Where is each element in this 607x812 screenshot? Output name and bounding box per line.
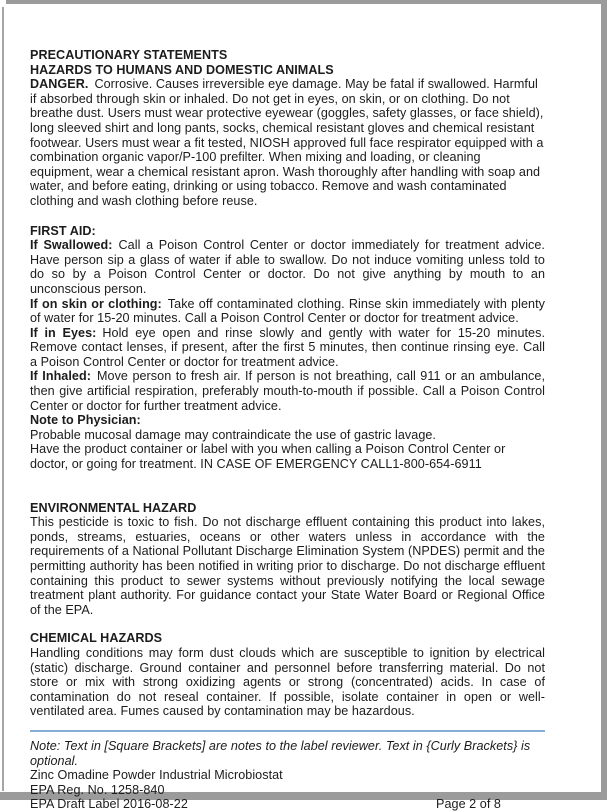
- product-name-line: Zinc Omadine Powder Industrial Microbiostat: [30, 768, 283, 783]
- chemical-hazards-heading: CHEMICAL HAZARDS: [30, 631, 163, 646]
- note-to-physician-heading: Note to Physician:: [30, 413, 141, 428]
- first-aid-item-inhaled-text: Move person to fresh air. If person is not breathing, call 911 or an ambulance, then give artificial respiration, preferably mouth-to-mouth if possible. Call a Poison Control Center or doctor for further treatment advice.: [30, 369, 545, 413]
- first-aid-item-skin: [30, 297, 545, 326]
- danger-signal-word: DANGER.: [30, 77, 89, 92]
- first-aid-item-eyes: [30, 326, 545, 370]
- footer-divider: [30, 730, 545, 732]
- danger-paragraph: [30, 77, 545, 208]
- chemical-hazards-paragraph: Handling conditions may form dust clouds which are susceptible to ignition by electrical (static) discharge. Ground container and personnel before transferring material. Do not store or mix with strong oxidizing agents or strong (concentrated) acids. In case of contamination do not reseal container. If possible, isolate container in open or well-ventilated area. Fumes caused by contamination may be hazardous.: [30, 645, 545, 719]
- epa-draft-label-line: EPA Draft Label 2016-08-22: [30, 797, 188, 812]
- first-aid-item-swallowed: [30, 238, 545, 296]
- emergency-paragraph: Have the product container or label with you when calling a Poison Control Center or doctor, or going for treatment. IN CASE OF EMERGENCY CALL1-800-654-6911: [30, 442, 506, 472]
- page-edge-left-line: [2, 7, 4, 791]
- first-aid-item-eyes-text: Hold eye open and rinse slowly and gently with water for 15-20 minutes. Remove contact lenses, if present, after the first 5 minutes, then continue rinsing eye. Call a Poison Control Center or doctor for treatment advice.: [30, 325, 545, 369]
- first-aid-item-skin-text: Take off contaminated clothing. Rinse skin immediately with plenty of water for 15-20 minutes. Call a Poison Control Center or doctor for treatment advice.: [30, 296, 545, 326]
- page-edge-top: [6, 0, 607, 4]
- epa-reg-no-line: EPA Reg. No. 1258-840: [30, 782, 165, 797]
- environmental-hazard-heading: ENVIRONMENTAL HAZARD: [30, 500, 197, 515]
- first-aid-item-eyes-lead: If in Eyes:: [30, 325, 97, 340]
- first-aid-item-inhaled-lead: If Inhaled:: [30, 369, 91, 384]
- note-to-physician-text: Probable mucosal damage may contraindicate the use of gastric lavage.: [30, 427, 436, 442]
- first-aid-item-skin-lead: If on skin or clothing:: [30, 296, 162, 311]
- first-aid-heading: FIRST AID:: [30, 223, 96, 238]
- page-number: Page 2 of 8: [436, 797, 501, 812]
- first-aid-item-swallowed-text: Call a Poison Control Center or doctor immediately for treatment advice. Have person sip a glass of water if able to swallow. Do not induce vomiting unless told to do so by a Poison Control Center or doctor. Do not give anything by mouth to an unconscious person.: [30, 238, 545, 296]
- hazards-humans-animals-heading: HAZARDS TO HUMANS AND DOMESTIC ANIMALS: [30, 62, 334, 77]
- page-edge-right: [601, 0, 607, 800]
- danger-text: Corrosive. Causes irreversible eye damage. May be fatal if swallowed. Harmful if absorbed through skin or inhaled. Do not get in eyes, on skin, or on clothing. Do not breathe dust. Users must wear protective eyewear (goggles, safety glasses, or face shield), long sleeved shirt and long pants, socks, chemical resistant gloves and chemical resistant footwear. Users must wear a fit tested, NIOSH approved full face respirator equipped with a combination organic vapor/P-100 prefilter. When mixing and loading, or cleaning equipment, wear a chemical resistant apron. Wash thoroughly after handling with soap and water, and before eating, drinking or using tobacco. Remove and wash contaminated clothing and wash clothing before reuse.: [30, 77, 544, 208]
- reviewer-note: Note: Text in [Square Brackets] are notes to the label reviewer. Text in {Curly Brackets} is optional.: [30, 738, 531, 768]
- precautionary-statements-heading: PRECAUTIONARY STATEMENTS: [30, 48, 228, 62]
- environmental-hazard-paragraph: This pesticide is toxic to fish. Do not discharge effluent containing this product into lakes, ponds, streams, estuaries, oceans or other waters unless in accordance with the requirements of a National Pollutant Discharge Elimination System (NPDES) permit and the permitting authority has been notified in writing prior to discharge. Do not discharge effluent containing this product to sewer systems without previously notifying the local sewage treatment plant authority. For guidance contact your State Water Board or Regional Office of the EPA.: [30, 515, 545, 617]
- document-page: [30, 48, 545, 812]
- first-aid-item-swallowed-lead: If Swallowed:: [30, 238, 113, 253]
- first-aid-item-inhaled: [30, 369, 545, 413]
